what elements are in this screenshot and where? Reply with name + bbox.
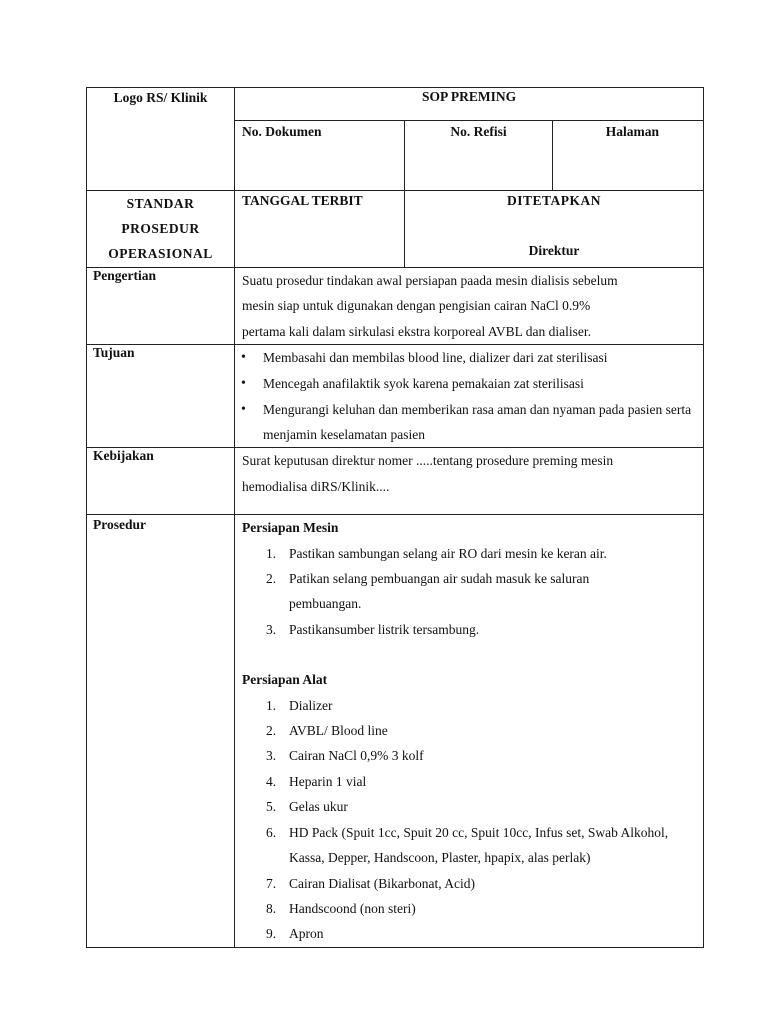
item-text: AVBL/ Blood line — [289, 723, 388, 739]
list-item — [242, 794, 697, 819]
kebijakan-content — [235, 448, 704, 515]
no-refisi-label: No. Refisi — [405, 121, 553, 191]
persiapan-alat-list — [242, 693, 697, 947]
prosedur-label: Prosedur — [87, 515, 235, 948]
kebijakan-label: Kebijakan — [87, 448, 235, 515]
item-text: Handscoond (non steri) — [289, 900, 416, 916]
list-item — [242, 896, 697, 921]
tujuan-label: Tujuan — [87, 345, 235, 448]
tanggal-terbit-label: TANGGAL TERBIT — [235, 191, 405, 268]
item-text: Cairan Dialisat (Bikarbonat, Acid) — [289, 875, 475, 891]
item-number: 4. — [266, 773, 277, 789]
direktur-label: Direktur — [528, 243, 580, 258]
item-text: Pastikansumber listrik tersambung. — [289, 621, 480, 637]
sop-document — [86, 87, 703, 948]
sop-table — [86, 87, 704, 948]
pengertian-label: Pengertian — [87, 268, 235, 345]
item-text: Apron — [289, 926, 324, 942]
tujuan-list — [238, 345, 697, 447]
tujuan-content — [235, 345, 704, 448]
pengertian-line: pertama kali dalam sirkulasi ekstra korporeal AVBL dan dialiser. — [242, 323, 592, 339]
item-text: Heparin 1 vial — [289, 773, 367, 789]
document-title: SOP PREMING — [235, 88, 704, 121]
list-item — [242, 743, 697, 768]
item-text: HD Pack (Spuit 1cc, Spuit 20 cc, Spuit 10cc, Infus set, Swab Alkohol, Kassa, Depper, Handscoon, Plaster, hpapix, alas perlak) — [289, 824, 669, 866]
list-item — [242, 921, 697, 946]
item-text: Gelas ukur — [289, 799, 348, 815]
persiapan-mesin-title: Persiapan Mesin — [242, 520, 339, 536]
pengertian-line: mesin siap untuk digunakan dengan pengisian cairan NaCl 0.9% — [242, 298, 591, 314]
item-number: 2. — [266, 723, 277, 739]
list-item — [242, 617, 697, 642]
pengertian-content — [235, 268, 704, 345]
list-item — [242, 769, 697, 794]
pengertian-line: Suatu prosedur tindakan awal persiapan paada mesin dialisis sebelum — [242, 273, 618, 288]
item-number: 3. — [266, 621, 277, 637]
tujuan-item: • Membasahi dan membilas blood line, dializer dari zat sterilisasi — [238, 345, 697, 371]
list-item — [242, 693, 697, 718]
item-text: Cairan NaCl 0,9% 3 kolf — [289, 748, 424, 764]
tujuan-item: • Mencegah anafilaktik syok karena pemakaian zat sterilisasi — [238, 371, 697, 397]
item-number: 6. — [266, 824, 277, 840]
item-number: 7. — [266, 875, 277, 891]
list-item — [242, 541, 697, 566]
ditetapkan-cell — [405, 191, 704, 268]
kebijakan-line: hemodialisa diRS/Klinik.... — [242, 478, 390, 494]
no-dokumen-label: No. Dokumen — [235, 121, 405, 191]
item-number: 3. — [266, 748, 277, 764]
list-item — [242, 566, 697, 617]
item-text: Patikan selang pembuangan air sudah masuk ke saluran pembuangan. — [289, 571, 590, 612]
sop-label-cell — [87, 191, 235, 268]
persiapan-alat-title: Persiapan Alat — [242, 672, 328, 688]
item-text: Dializer — [289, 697, 333, 713]
ditetapkan-label: DITETAPKAN — [507, 193, 602, 208]
item-number: 1. — [266, 697, 277, 713]
item-number: 9. — [266, 926, 277, 942]
sop-label-line2: PROSEDUR — [121, 221, 200, 236]
sop-label-line3: OPERASIONAL — [108, 246, 213, 261]
logo-cell: Logo RS/ Klinik — [87, 88, 235, 191]
item-number: 2. — [266, 571, 277, 587]
item-number: 8. — [266, 900, 277, 916]
persiapan-mesin-list — [242, 541, 697, 643]
item-number: 1. — [266, 545, 277, 561]
item-number: 5. — [266, 799, 277, 815]
halaman-label: Halaman — [553, 121, 704, 191]
list-item — [242, 871, 697, 896]
tujuan-item: • Mengurangi keluhan dan memberikan rasa aman dan nyaman pada pasien serta menjamin keselamatan pasien — [238, 397, 697, 447]
sop-label-line1: STANDAR — [126, 196, 195, 211]
list-item — [242, 718, 697, 743]
list-item — [242, 820, 697, 871]
item-text: Pastikan sambungan selang air RO dari mesin ke keran air. — [289, 545, 607, 561]
prosedur-content — [235, 515, 704, 948]
kebijakan-line: Surat keputusan direktur nomer .....tentang prosedure preming mesin — [242, 453, 614, 469]
